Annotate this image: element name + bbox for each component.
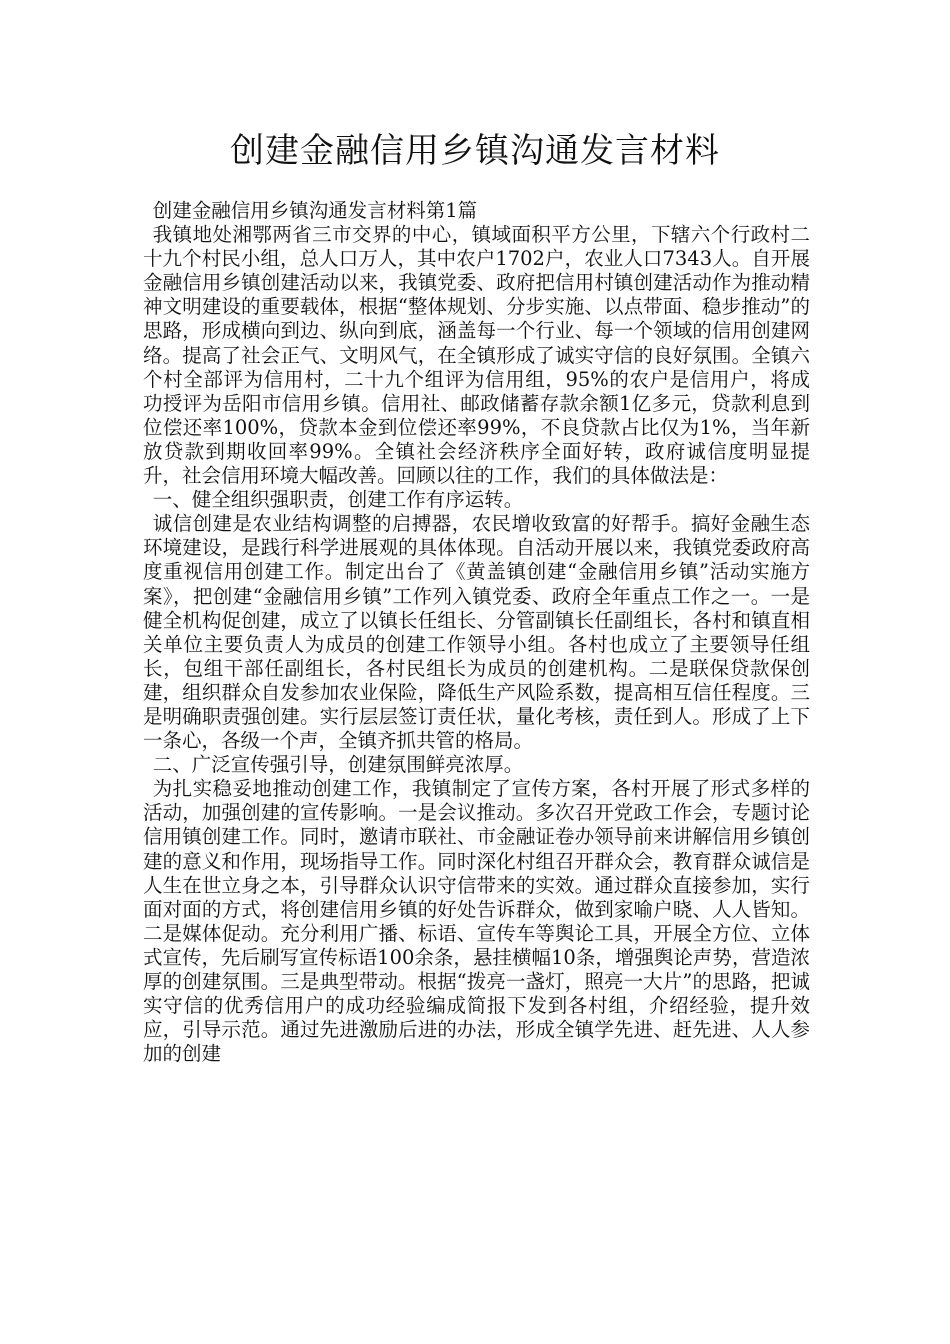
paragraph-publicity: 为扎实稳妥地推动创建工作，我镇制定了宣传方案，各村开展了形式多样的活动，加强创建的宣传影响。一是会议推动。多次召开党政工作会，专题讨论信用镇创建工作。同时，邀请市联社、市金融证卷办领导前来讲解信用乡镇创建的意义和作用，现场指导工作。同时深化村组召开群众会，教育群众诚信是人生在世立身之本，引导群众认识守信带来的实效。通过群众直接参加，实行面对面的方式，将创建信用乡镇的好处告诉群众，做到家喻户晓、人人皆知。二是媒体促动。充分利用广播、标语、宣传车等舆论工具，开展全方位、立体式宣传，先后刷写宣传标语100余条，悬挂横幅10条，增强舆论声势，营造浓厚的创建氛围。三是典型带动。根据“拨亮一盏灯，照亮一大片”的思路，把诚实守信的优秀信用户的成功经验编成简报下发到各村组，介绍经验，提升效应，引导示范。通过先进激励后进的办法，形成全镇学先进、赶先进、人人参加的创建 [143, 777, 810, 1066]
paragraph-intro: 我镇地处湘鄂两省三市交界的中心，镇域面积平方公里，下辖六个行政村二十九个村民小组，总人口万人，其中农户1702户，农业人口7343人。自开展金融信用乡镇创建活动以来，我镇党委、政府把信用村镇创建活动作为推动精神文明建设的重要载体，根据“整体规划、分步实施、以点带面、稳步推动”的思路，形成横向到边、纵向到底，涵盖每一个行业、每一个领域的信用创建网络。提高了社会正气、文明风气，在全镇形成了诚实守信的良好氛围。全镇六个村全部评为信用村，二十九个组评为信用组，95%的农户是信用户，将成功授评为岳阳市信用乡镇。信用社、邮政储蓄存款余额1亿多元，贷款利息到位偿还率100%，贷款本金到位偿还率99%，不良贷款占比仅为1%，当年新放贷款到期收回率99%。全镇社会经济秩序全面好转，政府诚信度明显提升，社会信用环境大幅改善。回顾以往的工作，我们的具体做法是： [143, 223, 810, 488]
section-heading-part-1: 创建金融信用乡镇沟通发言材料第1篇 [152, 199, 478, 222]
section-heading-two: 二、广泛宣传强引导，创建氛围鲜亮浓厚。 [152, 753, 524, 777]
section-heading-one: 一、健全组织强职责，创建工作有序运转。 [152, 488, 524, 512]
document-body [143, 199, 810, 1066]
paragraph-organization: 诚信创建是农业结构调整的启搏器，农民增收致富的好帮手。搞好金融生态环境建设，是践行科学进展观的具体体现。自活动开展以来，我镇党委政府高度重视信用创建工作。制定出台了《黄盖镇创建“金融信用乡镇”活动实施方案》，把创建“金融信用乡镇”工作列入镇党委、政府全年重点工作之一。一是健全机构促创建，成立了以镇长任组长、分管副镇长任副组长，各村和镇直相关单位主要负责人为成员的创建工作领导小组。各村也成立了主要领导任组长，包组干部任副组长，各村民组长为成员的创建机构。二是联保贷款保创建，组织群众自发参加农业保险，降低生产风险系数，提高相互信任程度。三是明确职责强创建。实行层层签订责任状，量化考核，责任到人。形成了上下一条心，各级一个声，全镇齐抓共管的格局。 [143, 512, 810, 753]
document-title: 创建金融信用乡镇沟通发言材料 [230, 131, 720, 171]
